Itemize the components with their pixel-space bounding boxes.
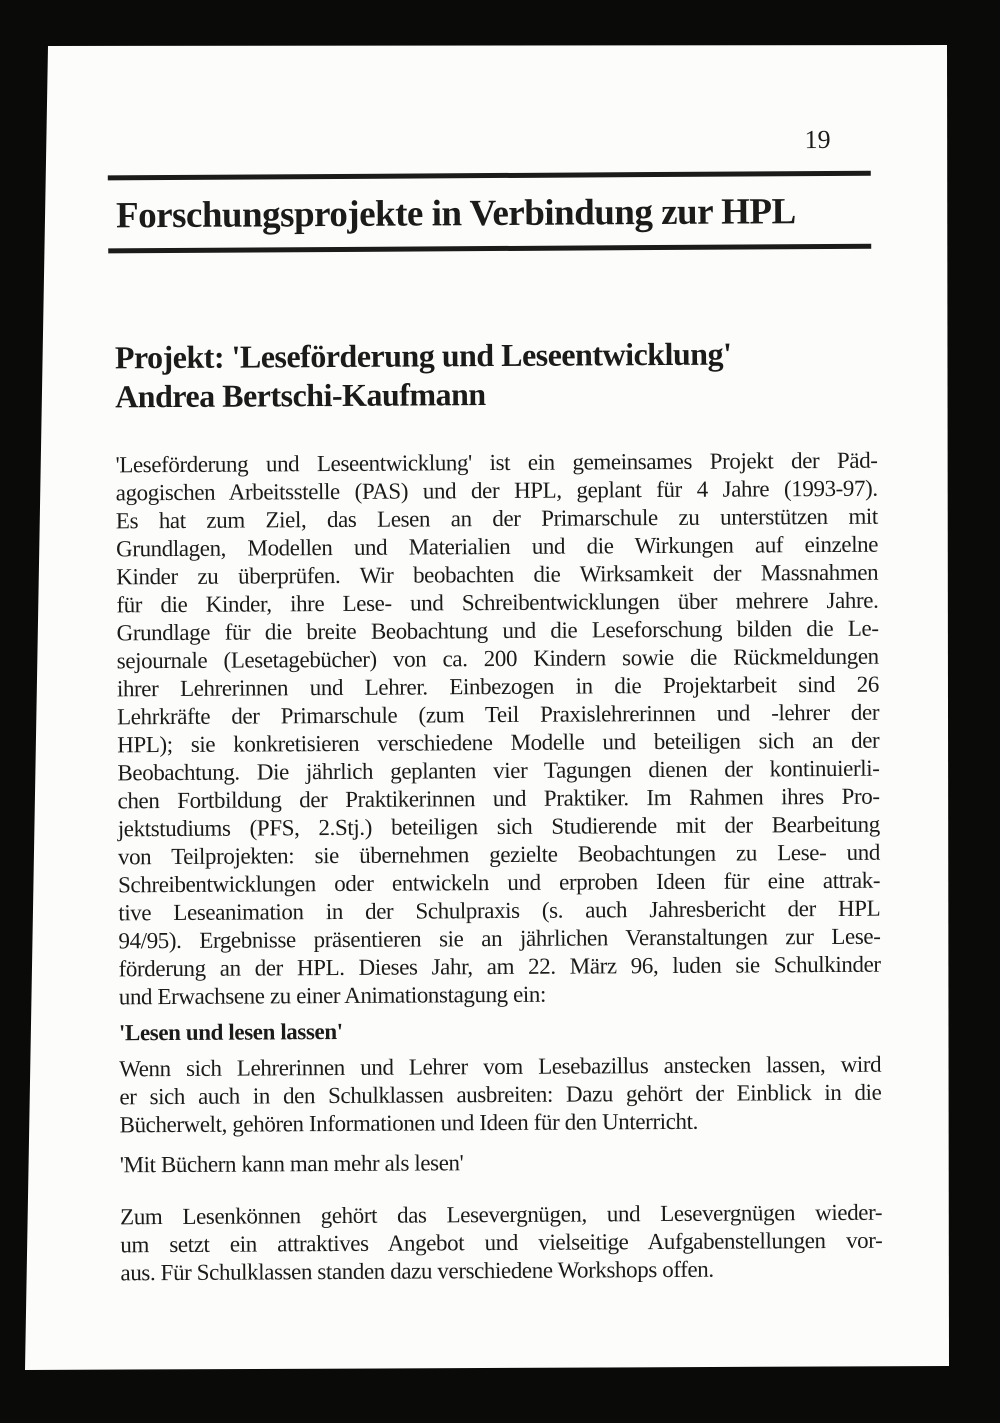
text-line: Beobachtung. Die jährlich geplanten vier Tagungen dienen der kontinuierli- <box>117 755 880 786</box>
text-line: Zum Lesenkönnen gehört das Lesevergnügen, und Lesevergnügen wieder- <box>120 1199 883 1230</box>
text-line: Wenn sich Lehrerinnen und Lehrer vom Lesebazillus anstecken lassen, wird <box>119 1051 882 1082</box>
text-line: agogischen Arbeitsstelle (PAS) und der HPL, geplant für 4 Jahre (1993-97). <box>115 475 878 506</box>
text-line: für die Kinder, ihre Lese- und Schreibentwicklungen über mehrere Jahre. <box>116 587 879 618</box>
page-title: Forschungsprojekte in Verbindung zur HPL <box>115 191 796 237</box>
paragraph <box>120 1199 882 1288</box>
text-line: Schreibentwicklungen oder entwickeln und erproben Ideen für eine attrak- <box>118 867 881 898</box>
text-line: ihrer Lehrerinnen und Lehrer. Einbezogen in die Projektarbeit sind 26 <box>116 671 879 702</box>
text-line: um setzt ein attraktives Angebot und vielseitige Aufgabenstellungen vor- <box>120 1227 883 1258</box>
text-line: sejournale (Lesetagebücher) von ca. 200 Kindern sowie die Rückmeldungen <box>116 643 879 674</box>
text-line: Grundlage für die breite Beobachtung und die Leseforschung bilden die Le- <box>116 615 879 646</box>
text-line: HPL); sie konkretisieren verschiedene Modelle und beteiligen sich an der <box>117 727 880 758</box>
text-line: 94/95). Ergebnisse präsentieren sie an jährlichen Veranstaltungen zur Lese- <box>118 923 881 954</box>
text-line: jektstudiums (PFS, 2.Stj.) beteiligen sich Studierende mit der Bearbeitung <box>117 811 880 842</box>
text-line: von Teilprojekten: sie übernehmen gezielte Beobachtungen zu Lese- und <box>117 839 881 870</box>
text-line: Lehrkräfte der Primarschule (zum Teil Praxislehrerinnen und -lehrer der <box>117 699 880 730</box>
text-line: 'Mit Büchern kann man mehr als lesen' <box>119 1150 464 1178</box>
body-text <box>115 447 882 1288</box>
section-heading <box>115 334 895 417</box>
text-line: Kinder zu überprüfen. Wir beobachten die Wirksamkeit der Massnahmen <box>116 559 879 590</box>
text-line: chen Fortbildung der Praktikerinnen und Praktiker. Im Rahmen ihres Pro- <box>117 783 880 814</box>
text-line: 'Leseförderung und Leseentwicklung' ist ein gemeinsames Projekt der Päd- <box>115 447 878 478</box>
page-content <box>48 44 956 1369</box>
section-heading-project: Projekt: 'Leseförderung und Leseentwicklung' <box>114 335 732 376</box>
text-line: er sich auch in den Schulklassen ausbreiten: Dazu gehört der Einblick in die <box>119 1079 882 1110</box>
text-line: Grundlagen, Modellen und Materialien und die Wirkungen auf einzelne <box>115 531 879 562</box>
subheading <box>119 1015 881 1048</box>
text-line: Es hat zum Ziel, das Lesen an der Primarschule zu unterstützen mit <box>115 503 878 534</box>
section-heading-author: Andrea Bertschi-Kaufmann <box>115 376 486 415</box>
paragraph <box>119 1051 881 1140</box>
text-line: förderung an der HPL. Dieses Jahr, am 22. März 96, luden sie Schulkinder <box>118 951 881 982</box>
text-line: Bücherwelt, gehören Informationen und Ideen für den Unterricht. <box>119 1108 698 1138</box>
text-line: aus. Für Schulklassen standen dazu verschiedene Workshops offen. <box>120 1256 714 1286</box>
page-header-rule-box <box>108 171 871 254</box>
text-line: und Erwachsene zu einer Animationstagung ein: <box>118 981 547 1010</box>
paragraph <box>115 447 880 1012</box>
subheading <box>120 1147 882 1180</box>
page-number: 19 <box>804 124 831 155</box>
text-line: tive Leseanimation in der Schulpraxis (s. auch Jahresbericht der HPL <box>118 895 881 926</box>
text-line: 'Lesen und lesen lassen' <box>118 1018 343 1046</box>
